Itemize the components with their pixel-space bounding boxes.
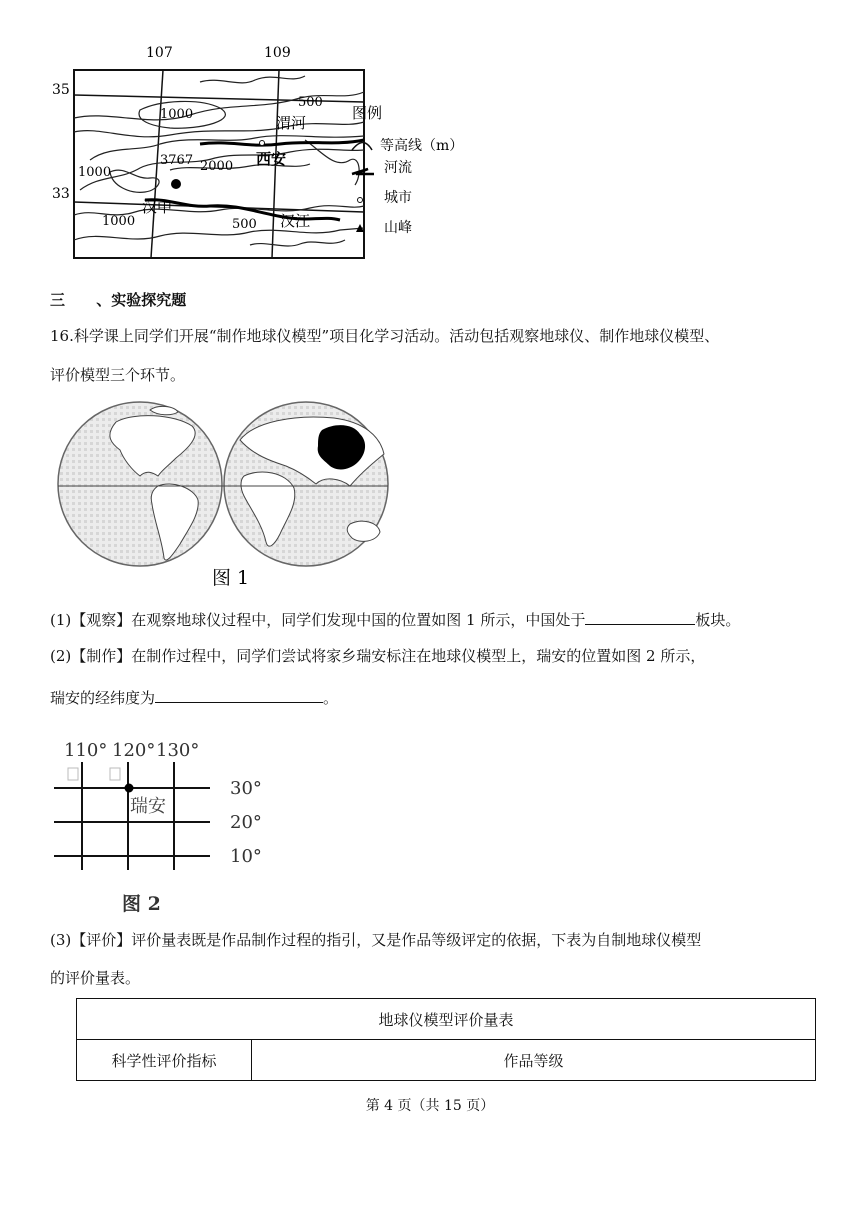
lat-long-grid-figure bbox=[50, 730, 280, 920]
figure-1-caption: 图 1 bbox=[212, 567, 250, 589]
topographic-map bbox=[50, 40, 490, 270]
lon-label-130: 130° bbox=[156, 740, 200, 761]
answer-blank-2[interactable] bbox=[155, 686, 323, 703]
place-hanjiang: 汉江 bbox=[280, 212, 311, 230]
lat-label-30: 30° bbox=[230, 778, 262, 799]
legend-label-contour: 等高线（m） bbox=[380, 138, 464, 154]
place-weihe: 渭河 bbox=[276, 114, 307, 132]
evaluation-table bbox=[76, 998, 816, 1081]
map-lat-label-35: 35 bbox=[52, 82, 70, 98]
subquestion-1-suffix: 板块。 bbox=[695, 611, 741, 629]
city-dot-icon bbox=[260, 141, 265, 146]
world-hemispheres-figure bbox=[54, 400, 404, 590]
table-col2-header: 作品等级 bbox=[252, 1040, 816, 1081]
city-dot-icon bbox=[358, 198, 363, 203]
contour-label: 1000 bbox=[160, 107, 194, 122]
place-ruian: 瑞安 bbox=[130, 796, 166, 817]
answer-blank-1[interactable] bbox=[585, 608, 695, 625]
peak-marker-icon bbox=[171, 179, 181, 189]
subquestion-3-line1: (3)【评价】评价量表既是作品制作过程的指引，又是作品等级评定的依据，下表为自制地球仪模型 bbox=[50, 931, 702, 949]
contour-label: 1000 bbox=[78, 165, 112, 180]
section-heading bbox=[50, 290, 186, 310]
contour-label: 2000 bbox=[200, 159, 234, 174]
subquestion-2-line2 bbox=[50, 686, 338, 708]
section-number: 三 bbox=[50, 291, 66, 309]
lon-label-120: 120° bbox=[112, 740, 156, 761]
table-title: 地球仪模型评价量表 bbox=[77, 999, 816, 1040]
peak-elevation-label: 3767 bbox=[160, 153, 194, 168]
map-lon-label-109: 109 bbox=[264, 45, 291, 61]
legend-label-peak: 山峰 bbox=[384, 220, 412, 236]
western-hemisphere bbox=[58, 402, 222, 566]
table-header-row bbox=[77, 1040, 816, 1081]
figure-2-caption: 图 2 bbox=[122, 893, 161, 915]
legend-label-river: 河流 bbox=[384, 160, 412, 176]
map-lat-label-33: 33 bbox=[52, 186, 70, 202]
legend-label-city: 城市 bbox=[384, 190, 412, 206]
lon-label-110: 110° bbox=[64, 740, 108, 761]
lat-label-10: 10° bbox=[230, 846, 262, 867]
ruian-location-dot bbox=[125, 784, 134, 793]
map-legend bbox=[352, 104, 463, 236]
place-hanzhong: 汉中 bbox=[142, 198, 173, 216]
subquestion-3-line2: 的评价量表。 bbox=[50, 969, 141, 987]
lat-label-20: 20° bbox=[230, 812, 262, 833]
subquestion-1 bbox=[50, 608, 740, 630]
question-stem-line2: 评价模型三个环节。 bbox=[50, 366, 186, 384]
eastern-hemisphere bbox=[224, 402, 388, 566]
subquestion-2-text: 瑞安的经纬度为 bbox=[50, 689, 156, 707]
subquestion-1-text: (1)【观察】在观察地球仪过程中，同学们发现中国的位置如图 1 所示，中国处于 bbox=[50, 611, 586, 629]
contour-label: 500 bbox=[232, 217, 257, 232]
map-lon-label-107: 107 bbox=[146, 45, 173, 61]
place-xian: 西安 bbox=[256, 150, 287, 168]
page-footer: 第 4 页（共 15 页） bbox=[365, 1098, 495, 1114]
table-col1-header: 科学性评价指标 bbox=[77, 1040, 252, 1081]
subquestion-2-suffix: 。 bbox=[323, 689, 339, 707]
contour-label: 1000 bbox=[102, 214, 136, 229]
subquestion-2-line1: (2)【制作】在制作过程中，同学们尝试将家乡瑞安标注在地球仪模型上，瑞安的位置如图 2 所示， bbox=[50, 647, 706, 665]
question-stem-line1: 16.科学课上同学们开展“制作地球仪模型”项目化学习活动。活动包括观察地球仪、制作地球仪模型、 bbox=[50, 327, 720, 345]
section-title: 、实验探究题 bbox=[96, 291, 187, 309]
table-title-row bbox=[77, 999, 816, 1040]
contour-label: 500 bbox=[298, 95, 323, 110]
legend-title: 图例 bbox=[352, 104, 383, 122]
